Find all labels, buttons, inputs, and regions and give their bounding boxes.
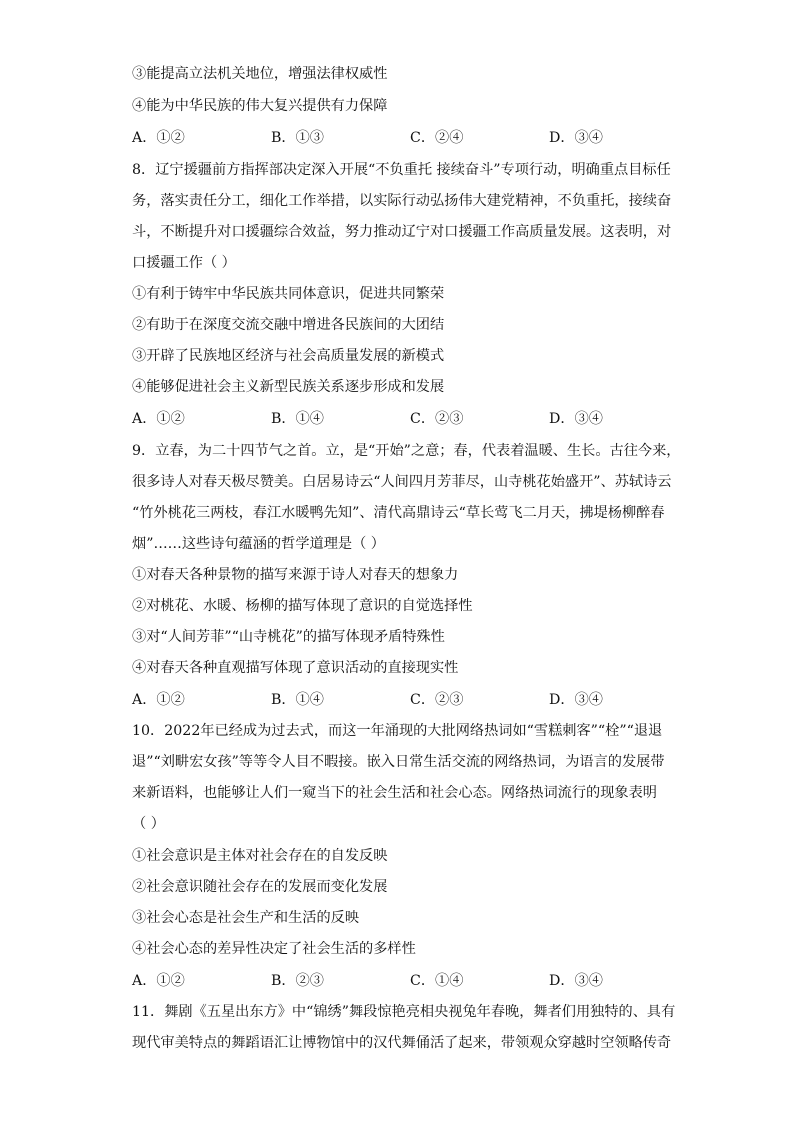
q8-choice-a: A．①②: [132, 411, 185, 427]
q10-option-item-2: ②社会意识随社会存在的发展而变化发展: [132, 879, 388, 895]
q7-choices: [132, 128, 692, 148]
q8-option-item-1: ①有利于铸牢中华民族共同体意识，促进共同繁荣: [132, 286, 445, 302]
q9-option-item-1: ①对春天各种景物的描写来源于诗人对春天的想象力: [132, 567, 459, 583]
q7-choice-c: C．②④: [410, 130, 464, 146]
q9-stem-line: 很多诗人对春天极尽赞美。白居易诗云“人间四月芳菲尽，山寺桃花始盛开”、苏轼诗云: [132, 474, 672, 490]
q8-stem-line: 8．辽宁援疆前方指挥部决定深入开展“不负重托 接续奋斗”专项行动，明确重点目标任: [132, 162, 671, 178]
q10-stem-line: （ ）: [132, 816, 165, 832]
q8-choice-b: B．①④: [271, 411, 324, 427]
q8-option-item-2: ②有助于在深度交流交融中增进各民族间的大团结: [132, 317, 445, 333]
q10-option-item-3: ③社会心态是社会生产和生活的反映: [132, 910, 360, 926]
q8-stem-line: 务，落实责任分工，细化工作举措，以实际行动弘扬伟大建党精神，不负重托，接续奋: [132, 193, 672, 209]
q9-choices: [132, 690, 692, 710]
q8-option-item-4: ④能够促进社会主义新型民族关系逐步形成和发展: [132, 379, 445, 395]
q9-choice-c: C．②③: [410, 692, 464, 708]
q10-choice-a: A．①②: [132, 973, 185, 989]
q8-option-item-3: ③开辟了民族地区经济与社会高质量发展的新模式: [132, 348, 445, 364]
q10-choices: [132, 971, 692, 991]
q8-choice-d: D．③④: [549, 411, 603, 427]
q11-stem-line: 11．舞剧《五星出东方》中“锦绣”舞段惊艳亮相央视兔年春晚，舞者们用独特的、具有: [132, 1004, 676, 1020]
q9-choice-b: B．①④: [271, 692, 324, 708]
q10-choice-d: D．③④: [549, 973, 603, 989]
q10-option-item-1: ①社会意识是主体对社会存在的自发反映: [132, 848, 388, 864]
q9-option-item-2: ②对桃花、水暖、杨柳的描写体现了意识的自觉选择性: [132, 598, 473, 614]
q9-option-item-3: ③对“人间芳菲”“山寺桃花”的描写体现矛盾特殊性: [132, 629, 445, 645]
q10-stem-line: 来新语料，也能够让人们一窥当下的社会生活和社会心态。网络热词流行的现象表明: [132, 785, 657, 801]
q8-choices: [132, 409, 692, 429]
q8-stem-line: 口援疆工作（ ）: [132, 255, 236, 271]
q8-stem-line: 斗，不断提升对口援疆综合效益，努力推动辽宁对口援疆工作高质量发展。这表明，对: [132, 224, 672, 240]
q10-stem-line: 退”“刘畊宏女孩”等等令人目不暇接。嵌入日常生活交流的网络热词，为语言的发展带: [132, 754, 665, 770]
q10-option-item-4: ④社会心态的差异性决定了社会生活的多样性: [132, 941, 416, 957]
q7-choice-d: D．③④: [549, 130, 603, 146]
q9-option-item-4: ④对春天各种直观描写体现了意识活动的直接现实性: [132, 660, 459, 676]
q9-stem-line: 烟”……这些诗句蕴涵的哲学道理是（ ）: [132, 536, 385, 552]
q7-option-item-3: ③能提高立法机关地位，增强法律权威性: [132, 66, 388, 82]
q10-stem-line: 10．2022年已经成为过去式，而这一年涌现的大批网络热词如“雪糕刺客”“栓”“退退: [132, 723, 663, 739]
q9-choice-a: A．①②: [132, 692, 185, 708]
q7-choice-a: A．①②: [132, 130, 185, 146]
q9-stem-line: 9．立春，为二十四节气之首。立，是“开始”之意；春，代表着温暖、生长。古往今来，: [132, 443, 681, 459]
q9-stem-line: “竹外桃花三两枝，春江水暖鸭先知”、清代高鼎诗云“草长莺飞二月天，拂堤杨柳醉春: [132, 505, 665, 521]
q8-choice-c: C．②③: [410, 411, 464, 427]
q10-choice-c: C．①④: [410, 973, 464, 989]
q7-choice-b: B．①③: [271, 130, 324, 146]
q9-choice-d: D．③④: [549, 692, 603, 708]
q7-option-item-4: ④能为中华民族的伟大复兴提供有力保障: [132, 98, 388, 114]
q10-choice-b: B．②③: [271, 973, 324, 989]
q11-stem-line: 现代审美特点的舞蹈语汇让博物馆中的汉代舞俑活了起来，带领观众穿越时空领略传奇: [132, 1035, 672, 1051]
